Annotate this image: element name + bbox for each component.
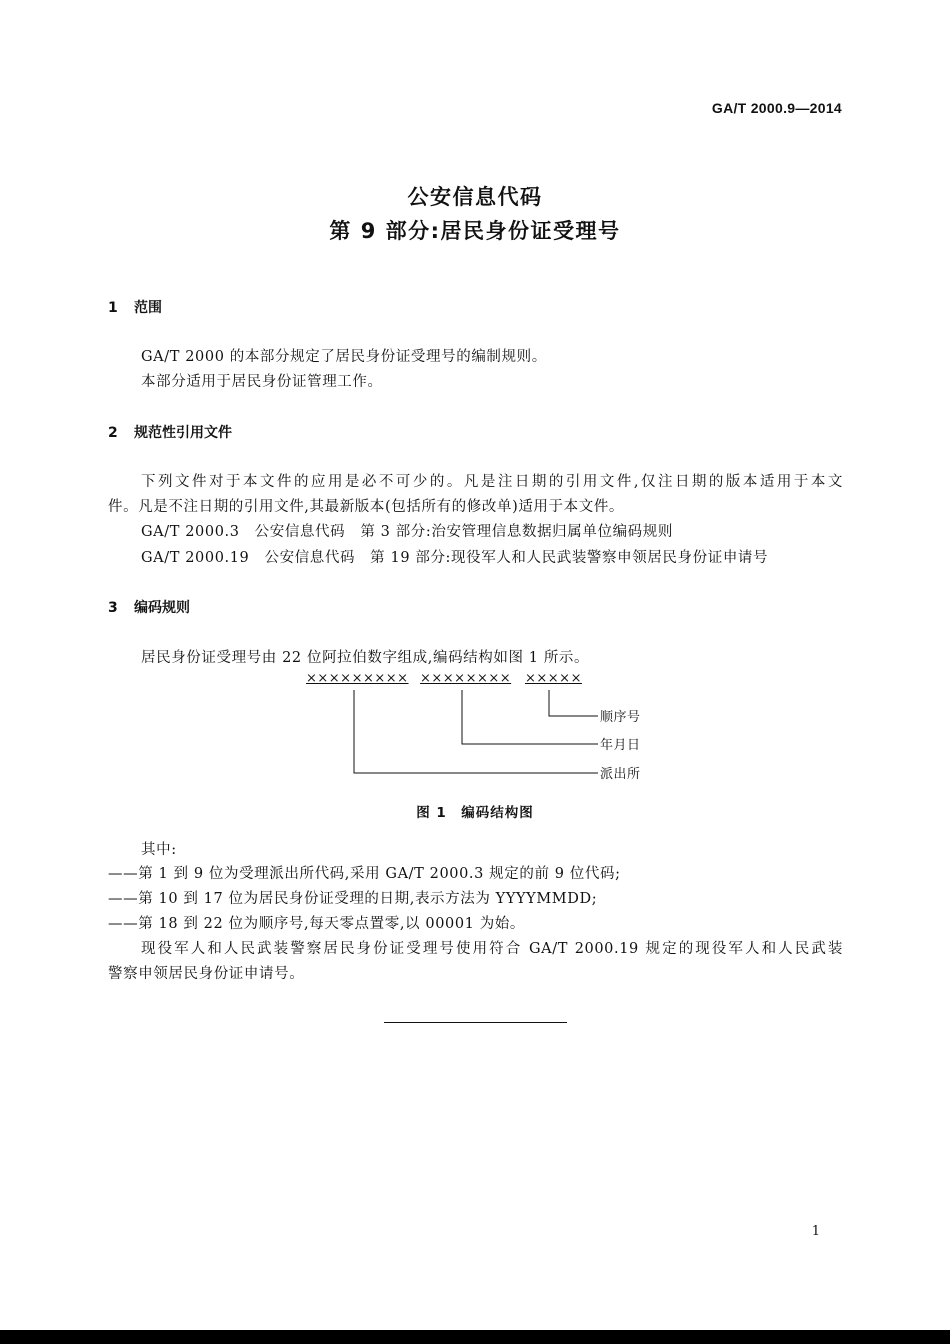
- section-title: 范围: [134, 300, 162, 316]
- document-subtitle: 第 9 部分:居民身份证受理号: [329, 219, 621, 243]
- bottom-border: [0, 1330, 950, 1344]
- list-item: ——第 18 到 22 位为顺序号,每天零点置零,以 00001 为始。: [108, 916, 525, 932]
- reference-item: GA/T 2000.3 公安信息代码 第 3 部分:治安管理信息数据归属单位编码规则: [141, 524, 673, 540]
- paragraph: 本部分适用于居民身份证管理工作。: [141, 374, 383, 390]
- paragraph-line: 下列文件对于本文件的应用是必不可少的。凡是注日期的引用文件,仅注日期的版本适用于本文: [141, 474, 843, 490]
- label-station: 派出所: [600, 767, 641, 782]
- paragraph-line: 件。凡是不注日期的引用文件,其最新版本(包括所有的修改单)适用于本文件。: [108, 499, 625, 515]
- standard-code: GA/T 2000.9—2014: [711, 100, 842, 116]
- end-rule: [384, 1022, 567, 1023]
- code-group-sequence: ×××××: [525, 671, 582, 686]
- paragraph: 其中:: [141, 842, 177, 858]
- section-number: 3: [108, 600, 118, 616]
- section-number: 2: [108, 425, 118, 441]
- page-number: 1: [811, 1224, 820, 1239]
- date-connector: [462, 690, 598, 744]
- code-group-station: ×××××××××: [306, 671, 409, 686]
- sequence-connector: [549, 690, 598, 716]
- figure-caption: 图 1 编码结构图: [416, 805, 534, 821]
- section-title: 规范性引用文件: [134, 425, 232, 441]
- label-date: 年月日: [600, 738, 641, 753]
- reference-item: GA/T 2000.19 公安信息代码 第 19 部分:现役军人和人民武装警察申领居民身份证申请号: [141, 550, 769, 566]
- document-title: 公安信息代码: [407, 185, 543, 209]
- code-group-date: ××××××××: [420, 671, 512, 686]
- list-item: ——第 10 到 17 位为居民身份证受理的日期,表示方法为 YYYYMMDD;: [108, 891, 598, 907]
- paragraph-line: 警察申领居民身份证申请号。: [108, 966, 305, 982]
- paragraph-line: 现役军人和人民武装警察居民身份证受理号使用符合 GA/T 2000.19 规定的现役军人和人民武装: [141, 941, 843, 957]
- paragraph: GA/T 2000 的本部分规定了居民身份证受理号的编制规则。: [141, 349, 547, 365]
- list-item: ——第 1 到 9 位为受理派出所代码,采用 GA/T 2000.3 规定的前 9 位代码;: [108, 866, 621, 882]
- paragraph: 居民身份证受理号由 22 位阿拉伯数字组成,编码结构如图 1 所示。: [141, 650, 590, 666]
- label-sequence: 顺序号: [600, 710, 641, 725]
- station-connector: [354, 690, 598, 773]
- section-number: 1: [108, 300, 118, 316]
- section-title: 编码规则: [134, 600, 190, 616]
